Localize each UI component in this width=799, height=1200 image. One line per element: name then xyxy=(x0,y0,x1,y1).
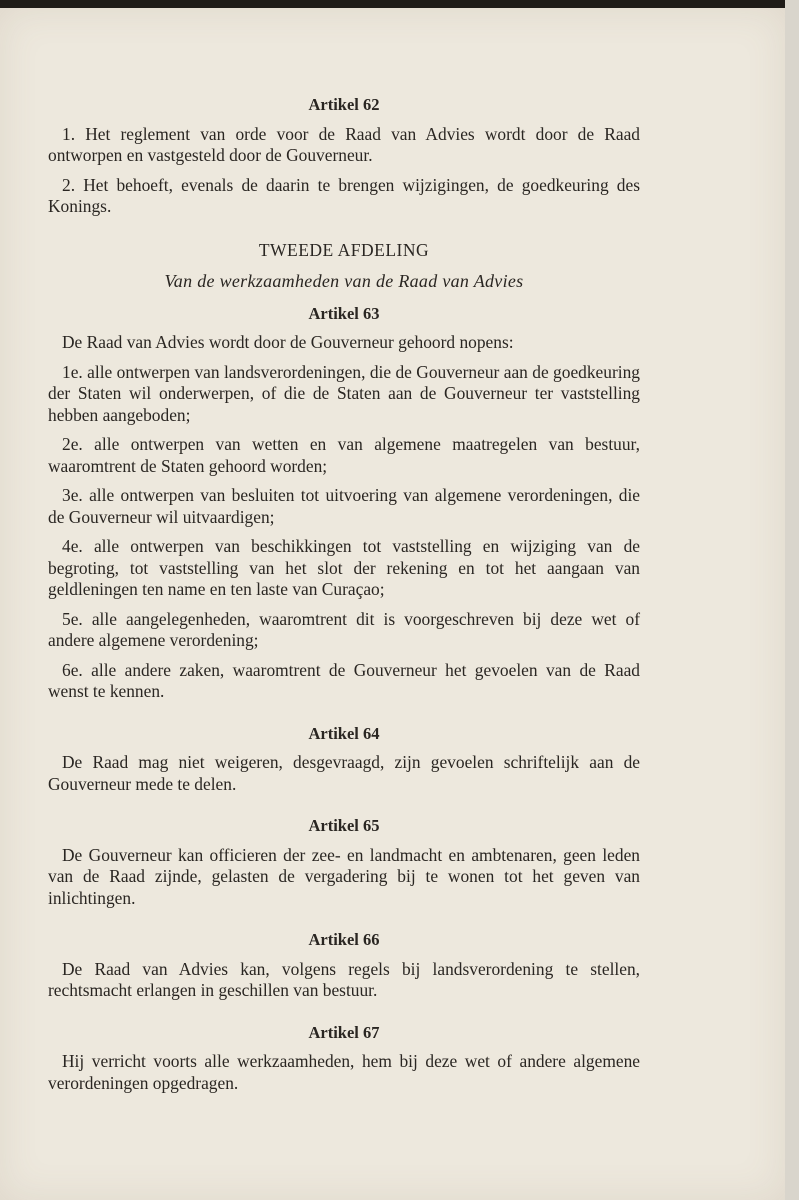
artikel-64-heading: Artikel 64 xyxy=(308,723,380,743)
artikel-65-text: De Gouverneur kan officieren der zee- en landmacht en ambtenaren, geen leden van de Raad zijnde, gelasten de vergadering bij te wonen tot het geven van inlichtingen. xyxy=(48,844,640,908)
artikel-63-item: 3e. alle ontwerpen van besluiten tot uitvoering van algemene verordeningen, die de Gouverneur wil uitvaardigen; xyxy=(48,485,640,527)
artikel-63-intro: De Raad van Advies wordt door de Gouverneur gehoord nopens: xyxy=(62,332,514,352)
artikel-63-item: 4e. alle ontwerpen van beschikkingen tot vaststelling en wijziging van de begroting, tot vaststelling van het slot der rekening en tot het aangaan van geldleningen ten name en ten laste van Curaçao; xyxy=(48,536,640,599)
section-subtitle: Van de werkzaamheden van de Raad van Advies xyxy=(164,271,524,291)
artikel-65-heading: Artikel 65 xyxy=(308,816,380,835)
artikel-63-item: 5e. alle aangelegenheden, waaromtrent dit is voorgeschreven bij deze wet of andere algemene verordening; xyxy=(48,608,640,650)
artikel-67-heading: Artikel 67 xyxy=(308,1022,380,1042)
artikel-63-item: 2e. alle ontwerpen van wetten en van algemene maatregelen van bestuur, waaromtrent de Staten gehoord worden; xyxy=(48,434,640,476)
artikel-63-item: 6e. alle andere zaken, waaromtrent de Gouverneur het gevoelen van de Raad wenst te kennen. xyxy=(48,659,640,701)
artikel-66-heading: Artikel 66 xyxy=(308,930,380,949)
artikel-63-heading: Artikel 63 xyxy=(308,303,380,323)
document-content xyxy=(48,94,640,1102)
artikel-64-text: De Raad mag niet weigeren, desgevraagd, zijn gevoelen schriftelijk aan de Gouverneur mede te delen. xyxy=(48,752,640,794)
artikel-62-heading: Artikel 62 xyxy=(308,95,380,114)
artikel-63-item: 1e. alle ontwerpen van landsverordeningen, die de Gouverneur aan de goedkeuring der Staten wil onderwerpen, of die de Staten aan de Gouverneur ter vaststelling hebben aangeboden; xyxy=(48,361,640,425)
artikel-62-paragraph-1: 1. Het reglement van orde voor de Raad van Advies wordt door de Raad ontworpen en vastgesteld door de Gouverneur. xyxy=(48,123,640,165)
artikel-67-text: Hij verricht voorts alle werkzaamheden, hem bij deze wet of andere algemene verordeningen opgedragen. xyxy=(48,1051,640,1093)
artikel-66-text: De Raad van Advies kan, volgens regels bij landsverordening te stellen, rechtsmacht erlangen in geschillen van bestuur. xyxy=(48,958,640,1000)
section-title: TWEEDE AFDELING xyxy=(258,239,430,260)
artikel-62-paragraph-2: 2. Het behoeft, evenals de daarin te brengen wijzigingen, de goedkeuring des Konings. xyxy=(48,174,640,216)
page-edge xyxy=(785,0,799,1200)
